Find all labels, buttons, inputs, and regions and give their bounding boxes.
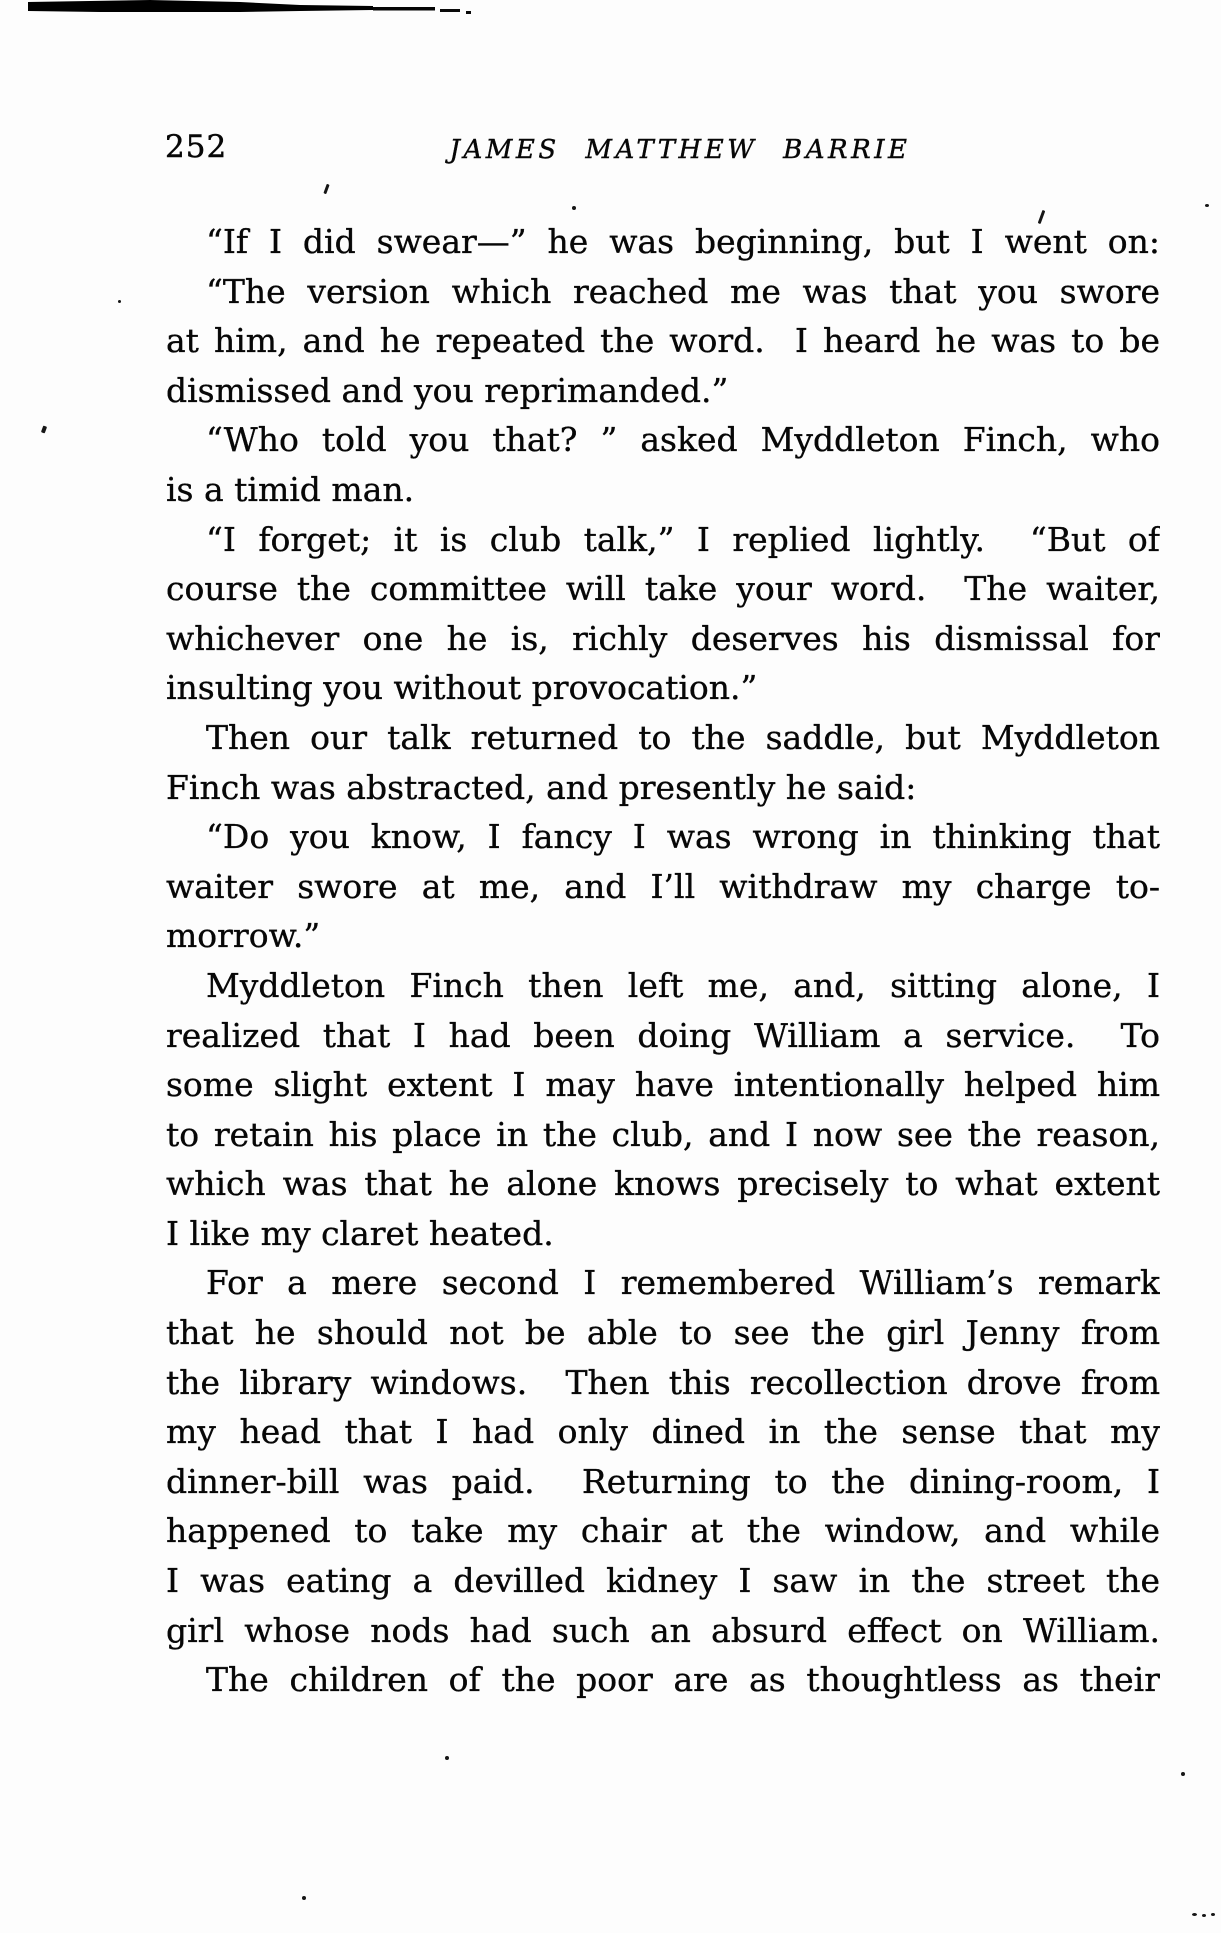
- ink-speck: [323, 184, 329, 194]
- text-line: “If I did swear—” he was beginning, but I went on:: [206, 222, 1160, 261]
- text-line: Myddleton Finch then left me, and, sitting alone, I: [206, 965, 1160, 1005]
- ink-speck: [445, 1756, 449, 1760]
- text-line: whichever one he is, richly deserves his dismissal for: [166, 618, 1160, 658]
- text-line: “Do you know, I fancy I was wrong in thinking that: [206, 817, 1160, 857]
- paragraph: [166, 1655, 1160, 1705]
- text-line: at him, and he repeated the word. I heard he was to be: [166, 321, 1160, 361]
- paragraph: [166, 812, 1160, 961]
- text-line: dinner-bill was paid. Returning to the dining-room, I: [166, 1461, 1160, 1501]
- text-line: my head that I had only dined in the sense that my: [166, 1412, 1160, 1452]
- ink-speck: [302, 1896, 306, 1900]
- ink-speck: [1192, 1913, 1197, 1916]
- text-line: waiter swore at me, and I’ll withdraw my charge to-: [166, 866, 1160, 906]
- text-line: “The version which reached me was that you swore: [206, 271, 1160, 311]
- ink-speck: [1181, 1772, 1185, 1776]
- paragraph: [166, 217, 1160, 267]
- page-number: 252: [165, 129, 228, 165]
- text-line: dismissed and you reprimanded.”: [166, 370, 729, 410]
- text-line: I like my claret heated.: [166, 1213, 554, 1253]
- paragraph: [166, 961, 1160, 1259]
- ink-speck: [1205, 204, 1209, 207]
- text-line: insulting you without provocation.”: [166, 668, 758, 708]
- text-line: to retain his place in the club, and I now see the reason,: [166, 1114, 1160, 1154]
- text-block: [166, 217, 1160, 1705]
- ink-speck: [1202, 1914, 1206, 1917]
- text-line: some slight extent I may have intentionally helped him: [166, 1065, 1160, 1105]
- scan-artifact-bar: [0, 0, 520, 24]
- paragraph: [166, 515, 1160, 713]
- ink-speck: [572, 206, 576, 210]
- text-line: morrow.”: [166, 916, 321, 956]
- paragraph: [166, 1258, 1160, 1655]
- text-line: realized that I had been doing William a service. To: [166, 1015, 1160, 1055]
- text-line: Finch was abstracted, and presently he said:: [166, 767, 917, 807]
- text-line: girl whose nods had such an absurd effect on William.: [166, 1610, 1160, 1650]
- text-line: course the committee will take your word. The waiter,: [166, 569, 1160, 609]
- text-line: that he should not be able to see the girl Jenny from: [166, 1313, 1160, 1353]
- text-line: “Who told you that? ” asked Myddleton Finch, who: [206, 420, 1160, 460]
- text-line: happened to take my chair at the window, and while: [166, 1511, 1160, 1551]
- text-line: The children of the poor are as thoughtless as their: [206, 1660, 1160, 1700]
- ink-speck: [41, 426, 47, 434]
- text-line: I was eating a devilled kidney I saw in the street the: [166, 1561, 1160, 1601]
- text-line: is a timid man.: [166, 469, 415, 509]
- text-line: the library windows. Then this recollection drove from: [166, 1362, 1160, 1402]
- paragraph: [166, 415, 1160, 514]
- text-line: which was that he alone knows precisely to what extent: [166, 1164, 1160, 1204]
- text-line: Then our talk returned to the saddle, but Myddleton: [206, 717, 1160, 757]
- paragraph: [166, 713, 1160, 812]
- ink-speck: [118, 300, 121, 303]
- running-head: JAMES MATTHEW BARRIE: [449, 135, 911, 165]
- text-line: For a mere second I remembered William’s remark: [206, 1263, 1160, 1303]
- ink-speck: [1211, 1913, 1215, 1916]
- paragraph: [166, 267, 1160, 416]
- text-line: “I forget; it is club talk,” I replied lightly. “But of: [206, 519, 1160, 559]
